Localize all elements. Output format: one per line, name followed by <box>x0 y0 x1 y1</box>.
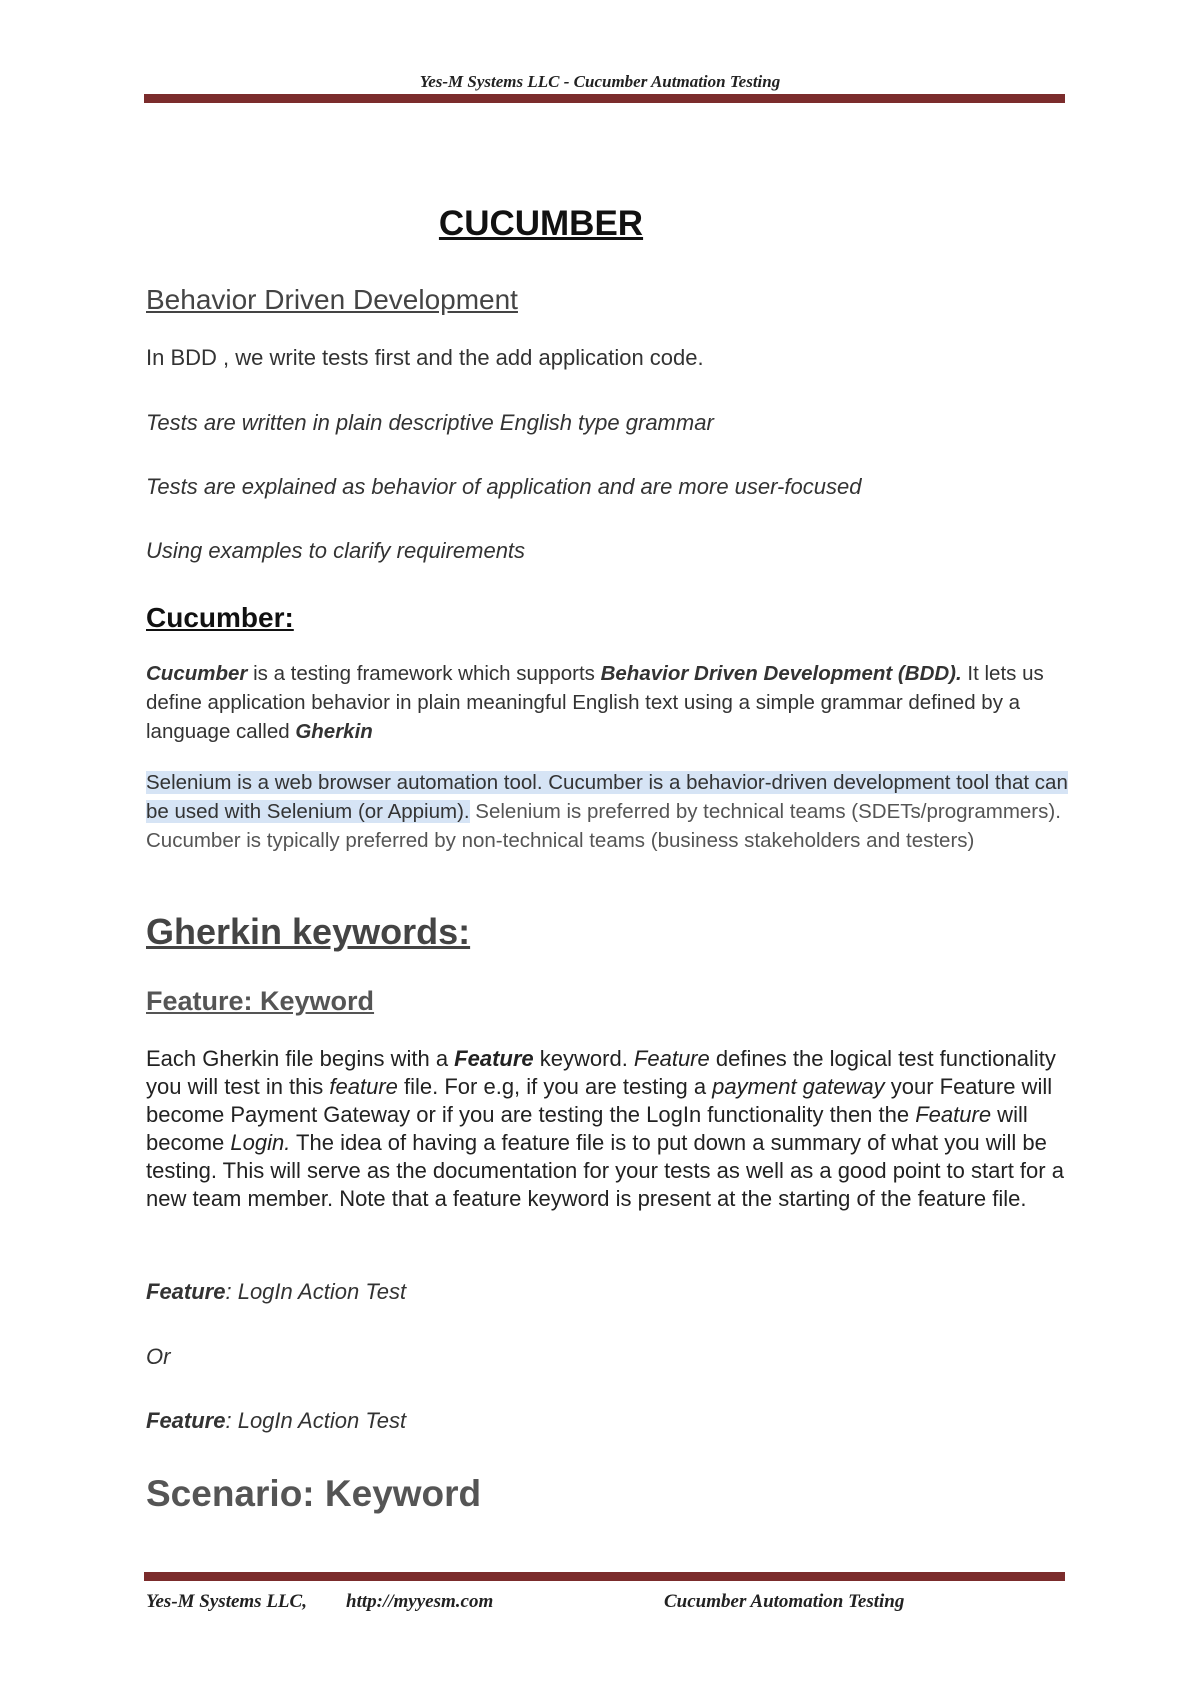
gherkin-heading: Gherkin keywords: <box>146 911 471 952</box>
feature-example-2 <box>146 1408 406 1434</box>
page-header-text: Yes-M Systems LLC - Cucumber Autmation Testing <box>419 72 781 91</box>
footer-url: http://myyesm.com <box>346 1591 494 1612</box>
fp-i: your Feature will become Payment Gateway or if you are testing the LogIn functionality then the <box>146 1074 1053 1127</box>
bdd-intro: In BDD , we write tests first and the add application code. <box>146 345 704 370</box>
feature-paragraph <box>146 1045 1076 1213</box>
p2-rest: Selenium is preferred by technical teams (SDETs/programmers). Cucumber is typically preferred by non-technical teams (business stakeholders and testers) <box>146 800 1061 852</box>
fp-g: file. For e.g, if you are testing a <box>397 1074 713 1099</box>
fp-b: Feature <box>454 1046 534 1071</box>
scenario-keyword-heading: Scenario: Keyword <box>146 1473 482 1514</box>
term-cucumber: Cucumber <box>146 662 248 685</box>
bdd-point-3: Using examples to clarify requirements <box>146 538 526 563</box>
header-rule <box>144 94 1065 103</box>
p1-text-1: is a testing framework which supports <box>247 662 601 685</box>
p1-text-2: It lets us define application behavior in plain meaningful English text using a simple grammar defined by a language called <box>146 662 1044 743</box>
footer-company: Yes-M Systems LLC, <box>146 1591 307 1612</box>
cucumber-paragraph-1 <box>146 659 1076 746</box>
feature-example-1-rest: : LogIn Action Test <box>225 1279 407 1304</box>
fp-f: feature <box>329 1074 398 1099</box>
feature-keyword-heading: Feature: Keyword <box>146 986 375 1016</box>
fp-e: defines the logical test functionality you will test in this <box>146 1046 1056 1099</box>
fp-j: Feature <box>915 1102 992 1127</box>
footer-rule <box>144 1572 1065 1581</box>
document-title: CUCUMBER <box>438 204 644 243</box>
feature-kw-2: Feature <box>146 1408 226 1433</box>
cucumber-heading: Cucumber: <box>146 602 294 633</box>
fp-c: keyword. <box>533 1046 634 1071</box>
highlighted-text: Selenium is a web browser automation tool. Cucumber is a behavior-driven development tool that can be used with Selenium (or Appium). <box>146 771 1068 823</box>
feature-example-1 <box>146 1279 406 1305</box>
footer-product: Cucumber Automation Testing <box>664 1591 905 1612</box>
fp-l: Login. <box>230 1130 291 1155</box>
bdd-point-1: Tests are written in plain descriptive English type grammar <box>146 410 714 435</box>
term-bdd: Behavior Driven Development (BDD). <box>600 662 962 685</box>
or-text: Or <box>146 1344 171 1369</box>
fp-a: Each Gherkin file begins with a <box>146 1046 455 1071</box>
fp-m: The idea of having a feature file is to put down a summary of what you will be testing. This will serve as the documentation for your tests as well as a good point to start for a new team member. Note that a feature keyword is present at the starting of the feature file. <box>146 1130 1064 1211</box>
fp-h: payment gateway <box>712 1074 885 1099</box>
feature-kw-1: Feature <box>146 1279 226 1304</box>
feature-example-2-rest: : LogIn Action Test <box>225 1408 407 1433</box>
term-gherkin: Gherkin <box>295 720 373 743</box>
cucumber-paragraph-2 <box>146 768 1076 855</box>
bdd-heading: Behavior Driven Development <box>146 284 518 315</box>
fp-d: Feature <box>633 1046 710 1071</box>
bdd-point-2: Tests are explained as behavior of application and are more user-focused <box>146 474 862 499</box>
fp-k: will become <box>146 1102 1028 1155</box>
